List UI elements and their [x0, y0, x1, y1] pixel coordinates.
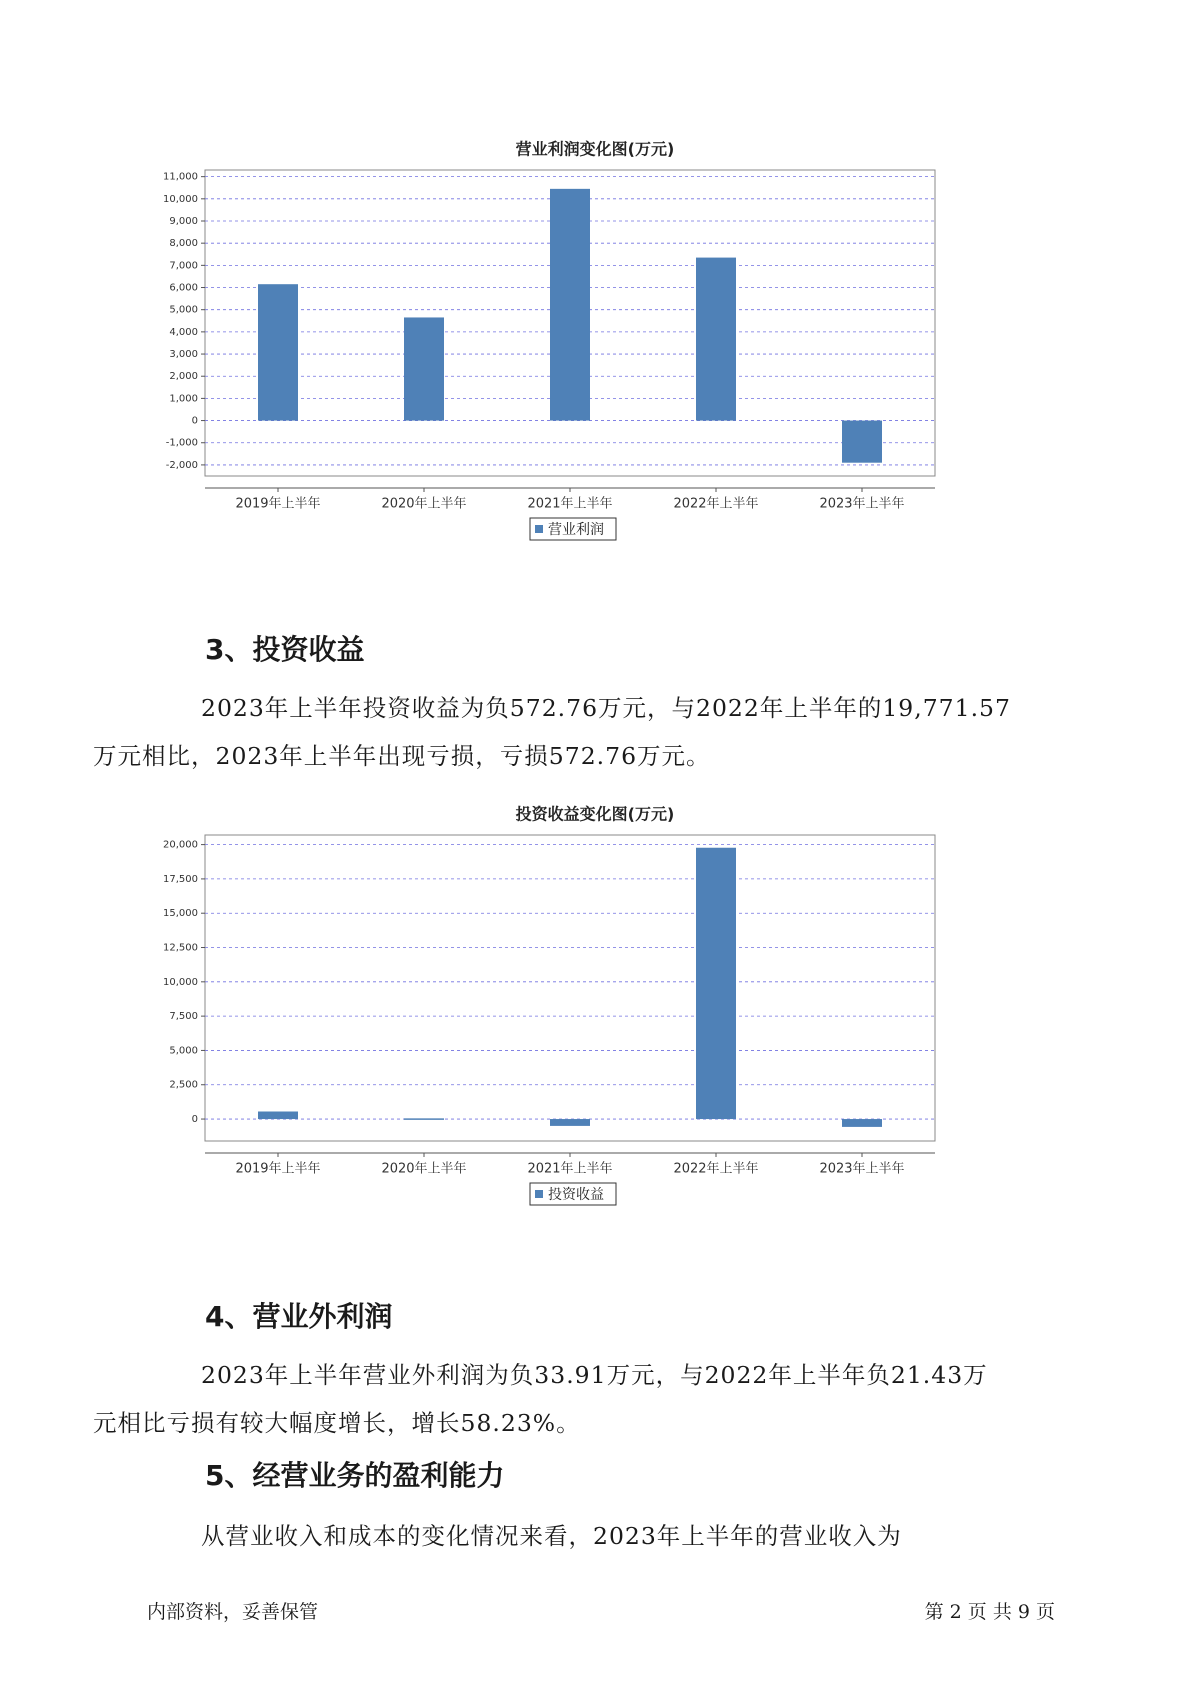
bar — [842, 1119, 882, 1127]
x-tick-label: 2023年上半年 — [819, 496, 905, 512]
legend-swatch — [535, 1190, 543, 1198]
y-tick-label: 4,000 — [169, 326, 198, 338]
legend — [530, 518, 616, 540]
y-tick-label: 20,000 — [163, 839, 198, 851]
y-tick-label: 12,500 — [163, 942, 198, 954]
section-4-paragraph — [93, 1351, 1067, 1447]
operating-profit-chart-svg — [160, 140, 1030, 600]
footer-page-number: 第 2 页 共 9 页 — [924, 1601, 1055, 1623]
section-5-heading: 5、经营业务的盈利能力 — [205, 1459, 505, 1492]
y-tick-label: 6,000 — [169, 282, 198, 294]
y-tick-label: 15,000 — [163, 908, 198, 920]
bar — [550, 1119, 590, 1126]
bar — [842, 421, 882, 463]
y-tick-label: 0 — [191, 1114, 198, 1126]
y-tick-label: 17,500 — [163, 873, 198, 885]
bar — [550, 189, 590, 421]
section-3-heading: 3、投资收益 — [205, 633, 365, 666]
section-3-line-1: 2023年上半年投资收益为负572.76万元，与2022年上半年的19,771.57 — [201, 694, 1011, 722]
y-tick-label: 10,000 — [163, 976, 198, 988]
y-tick-label: 5,000 — [169, 1045, 198, 1057]
investment-income-chart — [160, 805, 1030, 1265]
legend-label: 投资收益 — [548, 1187, 604, 1203]
legend-swatch — [535, 525, 543, 533]
section-3-line-2: 万元相比，2023年上半年出现亏损，亏损572.76万元。 — [93, 742, 711, 770]
x-tick-label: 2022年上半年 — [673, 1161, 759, 1177]
footer-confidential: 内部资料，妥善保管 — [147, 1601, 319, 1623]
y-tick-label: 1,000 — [169, 393, 198, 405]
y-tick-label: 2,500 — [169, 1079, 198, 1091]
plot-area — [205, 835, 935, 1141]
y-tick-label: 0 — [191, 415, 198, 427]
bar — [404, 317, 444, 420]
y-tick-label: 2,000 — [169, 371, 198, 383]
operating-profit-chart — [160, 140, 1030, 600]
x-tick-label: 2020年上半年 — [381, 1161, 467, 1177]
x-tick-label: 2023年上半年 — [819, 1161, 905, 1177]
x-tick-label: 2022年上半年 — [673, 496, 759, 512]
bar — [258, 1111, 298, 1119]
section-4-heading: 4、营业外利润 — [205, 1300, 393, 1333]
y-tick-label: 8,000 — [169, 238, 198, 250]
y-tick-label: 9,000 — [169, 216, 198, 227]
investment-income-chart-svg — [160, 805, 1030, 1265]
section-5-line-1: 从营业收入和成本的变化情况来看，2023年上半年的营业收入为 — [201, 1522, 902, 1550]
section-3-paragraph — [93, 684, 1067, 780]
y-tick-label: -2,000 — [165, 459, 198, 471]
chart-title: 营业利润变化图(万元) — [515, 140, 675, 159]
section-4-line-1: 2023年上半年营业外利润为负33.91万元，与2022年上半年负21.43万 — [201, 1361, 988, 1389]
y-tick-label: 5,000 — [169, 304, 198, 316]
bar — [258, 284, 298, 420]
y-tick-label: 10,000 — [163, 193, 198, 205]
legend-label: 营业利润 — [548, 522, 604, 538]
y-tick-label: 7,500 — [169, 1011, 198, 1023]
y-tick-label: -1,000 — [165, 437, 198, 449]
x-tick-label: 2020年上半年 — [381, 496, 467, 512]
y-tick-label: 3,000 — [169, 349, 198, 361]
chart-title: 投资收益变化图(万元) — [515, 805, 675, 824]
bar — [404, 1118, 444, 1120]
x-tick-label: 2021年上半年 — [527, 1161, 613, 1177]
section-5-paragraph — [147, 1512, 1067, 1560]
x-tick-label: 2019年上半年 — [235, 496, 321, 512]
y-tick-label: 11,000 — [163, 171, 198, 183]
x-tick-label: 2021年上半年 — [527, 496, 613, 512]
legend — [530, 1183, 616, 1205]
x-tick-label: 2019年上半年 — [235, 1161, 321, 1177]
section-4-line-2: 元相比亏损有较大幅度增长，增长58.23%。 — [93, 1409, 581, 1437]
bar — [696, 258, 736, 421]
y-tick-label: 7,000 — [169, 260, 198, 272]
bar — [696, 848, 736, 1119]
